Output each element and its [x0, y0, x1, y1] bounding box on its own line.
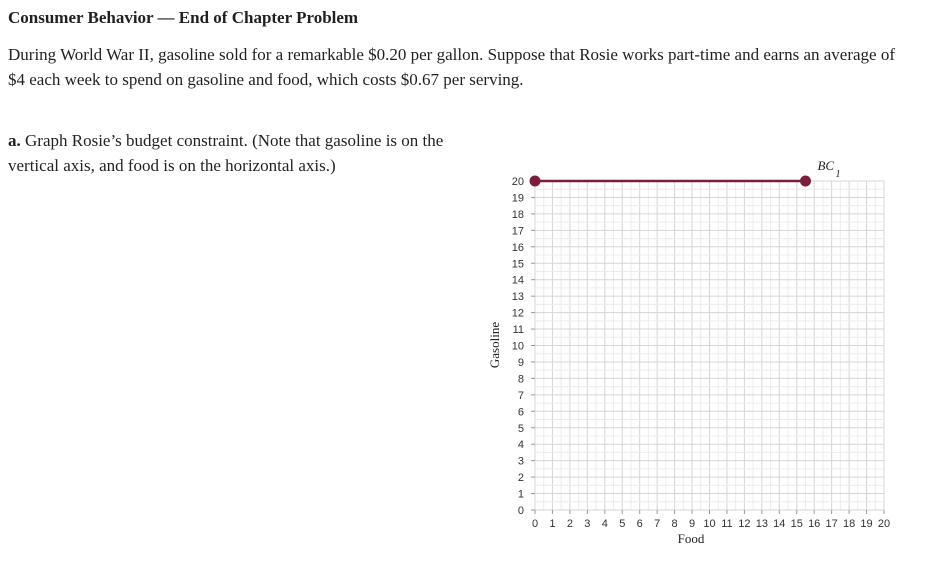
- x-tick-label: 19: [860, 518, 873, 530]
- x-tick-label: 8: [671, 518, 678, 530]
- y-tick-label: 9: [517, 356, 524, 369]
- y-tick-label: 4: [517, 439, 524, 452]
- page-title: Consumer Behavior — End of Chapter Problem: [8, 8, 359, 27]
- budget-constraint-endpoint[interactable]: [800, 176, 811, 187]
- chart-grid: [535, 181, 884, 510]
- x-tick-label: 17: [825, 518, 838, 530]
- x-tick-label: 0: [531, 518, 539, 530]
- y-tick-label: 14: [511, 274, 524, 287]
- series-layer[interactable]: [530, 158, 841, 187]
- y-tick-label: 12: [511, 307, 524, 320]
- budget-constraint-endpoint[interactable]: [530, 176, 541, 187]
- x-tick-label: 16: [808, 518, 821, 530]
- x-tick-label: 18: [842, 518, 856, 530]
- x-tick-label: 4: [601, 518, 608, 530]
- x-tick-label: 2: [566, 518, 573, 530]
- y-tick-labels: [512, 176, 535, 517]
- y-tick-label: 3: [517, 455, 524, 468]
- y-tick-label: 16: [511, 241, 524, 254]
- y-tick-label: 19: [511, 192, 524, 205]
- y-tick-label: 11: [512, 324, 524, 337]
- y-tick-label: 10: [511, 340, 524, 353]
- question-label: a.: [8, 131, 21, 150]
- y-tick-label: 5: [517, 422, 524, 435]
- y-tick-label: 2: [517, 472, 524, 485]
- problem-intro: During World War II, gasoline sold for a remarkable $0.20 per gallon. Suppose that Rosie works part-time and earns an average of $4 each week to spend on gasoline and food, which costs $0.67 per serving.: [8, 45, 895, 89]
- y-tick-label: 13: [511, 291, 524, 304]
- y-tick-label: 15: [511, 258, 524, 271]
- x-tick-label: 13: [755, 518, 768, 530]
- y-tick-label: 8: [517, 373, 524, 386]
- x-tick-label: 14: [773, 518, 786, 530]
- y-tick-label: 6: [517, 406, 524, 419]
- y-axis-label: Gasoline: [487, 321, 502, 369]
- y-tick-label: 17: [511, 225, 524, 238]
- x-tick-labels: [532, 510, 890, 530]
- x-tick-label: 10: [703, 518, 716, 530]
- y-tick-label: 7: [517, 389, 524, 402]
- x-tick-label: 15: [790, 518, 803, 530]
- y-tick-label: 0: [517, 505, 524, 517]
- x-tick-label: 9: [688, 518, 696, 530]
- x-tick-label: 1: [549, 518, 556, 530]
- y-tick-label: 20: [511, 176, 524, 188]
- y-tick-label: 1: [517, 488, 524, 501]
- series-label: BC: [817, 158, 835, 173]
- series-label-subscript: 1: [835, 169, 841, 180]
- x-axis-label: Food: [677, 531, 705, 546]
- x-tick-label: 6: [636, 518, 643, 530]
- x-tick-label: 12: [738, 518, 751, 530]
- x-tick-label: 5: [619, 518, 626, 530]
- question-text: Graph Rosie’s budget constraint. (Note that gasoline is on the vertical axis, and food is on the horizontal axis.): [8, 131, 444, 175]
- y-tick-label: 18: [511, 208, 524, 221]
- x-tick-label: 11: [721, 518, 733, 530]
- x-tick-label: 20: [877, 518, 891, 530]
- x-tick-label: 3: [584, 518, 591, 530]
- x-tick-label: 7: [654, 518, 661, 530]
